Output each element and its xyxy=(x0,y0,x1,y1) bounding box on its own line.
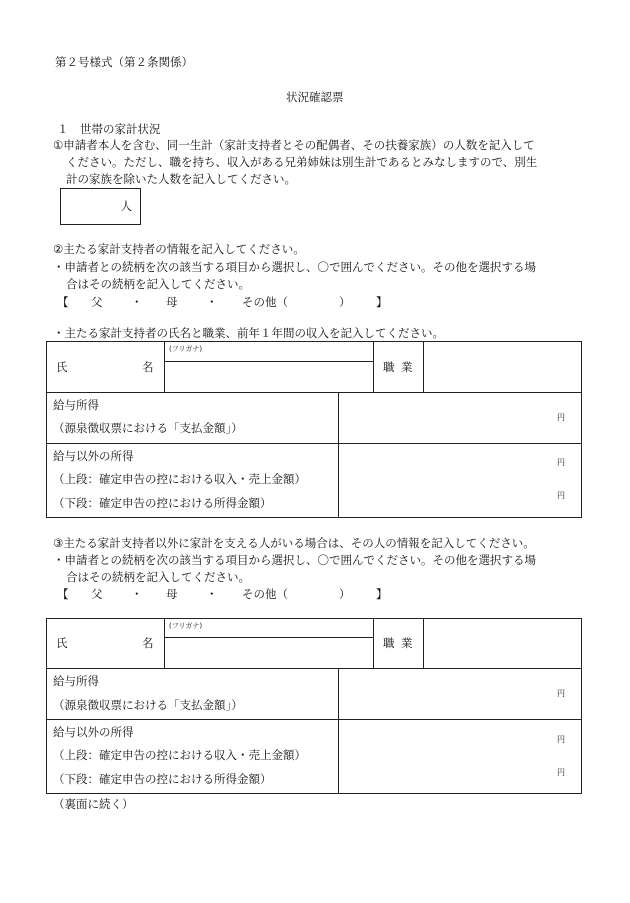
open-bracket: 【 xyxy=(57,587,69,601)
open-bracket: 【 xyxy=(57,295,69,309)
choice-mother[interactable]: 母 xyxy=(166,587,178,601)
q3-relation-line1: ・申請者との続柄を次の該当する項目から選択し、〇で囲んでください。その他を選択する場 xyxy=(53,553,536,567)
close-bracket: 】 xyxy=(376,587,388,601)
table-intro: ・主たる家計支持者の氏名と職業、前年１年間の収入を記入してください。 xyxy=(53,326,444,340)
q1-line3: 計の家族を除いた人数を記入してください。 xyxy=(66,172,296,186)
choice-other[interactable]: その他（ xyxy=(242,587,288,601)
section1-heading: １ 世帯の家計状況 xyxy=(57,122,161,136)
occupation-label: 業 xyxy=(401,360,413,374)
q3-line1: ③主たる家計支持者以外に家計を支える人がいる場合は、その人の情報を記入してください。 xyxy=(53,536,535,550)
name-label: 名 xyxy=(142,360,154,374)
other-income-upper-note: （上段：確定申告の控における収入・売上金額） xyxy=(53,748,306,762)
separator-dot: ・ xyxy=(206,587,218,601)
other-income-label: 給与以外の所得 xyxy=(53,725,134,739)
salary-amount-field[interactable] xyxy=(339,393,581,442)
yen-unit: 円 xyxy=(557,735,565,744)
choice-mother[interactable]: 母 xyxy=(166,295,178,309)
form-number: 第２号様式（第２条関係） xyxy=(55,55,193,69)
other-income-upper-field[interactable] xyxy=(339,720,581,756)
name-field[interactable] xyxy=(165,362,372,391)
furigana-label: (フリガナ) xyxy=(169,345,203,353)
other-income-lower-field[interactable] xyxy=(339,481,581,517)
choice-father[interactable]: 父 xyxy=(91,587,103,601)
q2-relation-line1: ・申請者との続柄を次の該当する項目から選択し、〇で囲んでください。その他を選択する場 xyxy=(53,260,536,274)
other-income-label: 給与以外の所得 xyxy=(53,449,134,463)
name-label: 名 xyxy=(142,636,154,650)
occupation-field[interactable] xyxy=(424,342,581,391)
other-income-lower-note: （下段：確定申告の控における所得金額） xyxy=(53,496,272,510)
household-count-box[interactable] xyxy=(60,188,141,225)
name-label: 氏 xyxy=(56,636,68,650)
q2-relation-line2: 合はその続柄を記入してください。 xyxy=(66,277,250,291)
furigana-field[interactable] xyxy=(165,619,372,636)
occupation-label: 職 xyxy=(383,360,395,374)
name-label: 氏 xyxy=(56,360,68,374)
page-title: 状況確認票 xyxy=(286,90,344,104)
yen-unit: 円 xyxy=(557,689,565,698)
occupation-label: 職 xyxy=(383,636,395,650)
other-income-lower-note: （下段：確定申告の控における所得金額） xyxy=(53,772,272,786)
other-income-lower-field[interactable] xyxy=(339,757,581,793)
yen-unit: 円 xyxy=(557,458,565,467)
other-income-upper-note: （上段：確定申告の控における収入・売上金額） xyxy=(53,472,306,486)
separator-dot: ・ xyxy=(206,295,218,309)
salary-amount-field[interactable] xyxy=(339,669,581,718)
choice-father[interactable]: 父 xyxy=(91,295,103,309)
furigana-field[interactable] xyxy=(165,342,372,360)
yen-unit: 円 xyxy=(557,768,565,777)
separator-dot: ・ xyxy=(131,587,143,601)
q3-relation-line2: 合はその続柄を記入してください。 xyxy=(66,570,250,584)
close-bracket: 】 xyxy=(376,295,388,309)
yen-unit: 円 xyxy=(557,413,565,422)
other-close: ） xyxy=(339,587,351,601)
yen-unit: 円 xyxy=(557,491,565,500)
occupation-field[interactable] xyxy=(424,619,581,667)
q2-line1: ②主たる家計支持者の情報を記入してください。 xyxy=(53,242,305,256)
furigana-label: (フリガナ) xyxy=(169,622,203,630)
count-unit: 人 xyxy=(120,199,132,213)
continued-note: （裏面に続く） xyxy=(53,797,134,811)
other-income-upper-field[interactable] xyxy=(339,444,581,480)
separator-dot: ・ xyxy=(131,295,143,309)
choice-other[interactable]: その他（ xyxy=(242,295,288,309)
other-close: ） xyxy=(339,295,351,309)
name-field[interactable] xyxy=(165,638,372,667)
salary-label: 給与所得 xyxy=(53,674,99,688)
q1-line1: ①申請者本人を含む、同一生計（家計支持者とその配偶者、その扶養家族）の人数を記入して xyxy=(53,138,535,152)
salary-label: 給与所得 xyxy=(53,398,99,412)
occupation-label: 業 xyxy=(401,636,413,650)
q1-line2: ください。ただし、職を持ち、収入がある兄弟姉妹は別生計であるとみなしますので、別生 xyxy=(66,155,538,169)
salary-note: （源泉徴収票における「支払金額」） xyxy=(53,421,243,435)
salary-note: （源泉徴収票における「支払金額」） xyxy=(53,698,243,712)
